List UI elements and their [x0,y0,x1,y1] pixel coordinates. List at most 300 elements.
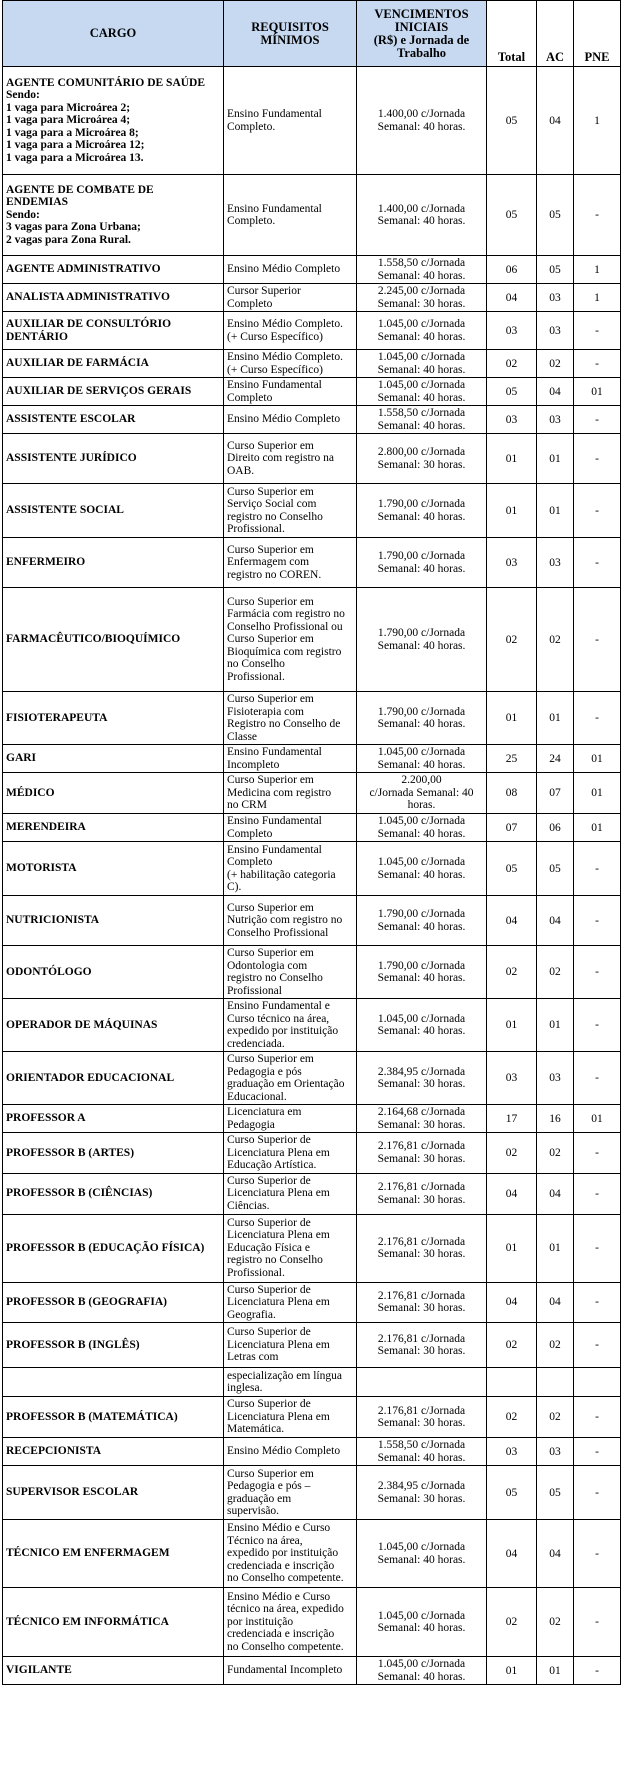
cargo-cell [3,284,224,312]
cargo-line: ODONTÓLOGO [6,965,92,978]
requisitos-line: (+ habilitação categoria [227,868,336,881]
cargo-line: ASSISTENTE ESCOLAR [6,413,136,426]
requisitos-cell [224,1368,357,1397]
cargo-line: AGENTE ADMINISTRATIVO [6,263,161,276]
ac-cell: 02 [537,946,574,999]
vencimentos-line: 1.558,50 c/Jornada [377,257,466,269]
total-cell [487,1368,537,1397]
table-row [3,1214,621,1282]
requisitos-line: Licenciatura Plena em [227,1338,330,1351]
vencimentos-line: Semanal: 40 horas. [377,269,466,282]
requisitos-line: registro no Conselho [227,1254,323,1267]
requisitos-line: Ensino Médio Completo [227,263,341,276]
total-cell: 03 [487,1438,537,1466]
requisitos-line: registro no Conselho [227,972,323,984]
vencimentos-line: Semanal: 40 horas. [377,215,466,227]
requisitos-line: no Conselho competente. [227,1640,344,1653]
pne-cell: - [574,1052,621,1105]
total-cell: 05 [487,1466,537,1520]
total-cell: 05 [487,842,537,896]
vencimentos-line: 1.045,00 c/Jornada [377,1012,466,1025]
requisitos-line: Ensino Fundamental [227,379,322,391]
ac-cell: 05 [537,175,574,256]
vencimentos-line: Semanal: 30 horas. [377,1492,466,1505]
requisitos-line: Curso Superior de [227,1216,311,1229]
requisitos-cell [224,1397,357,1438]
cargo-line: 2 vagas para Zona Rural. [6,233,131,246]
requisitos-cell [224,1105,357,1133]
requisitos-line: Ensino Médio Completo [227,1445,341,1458]
table-row [3,434,621,484]
pne-cell: - [574,999,621,1052]
vencimentos-line: Semanal: 40 horas. [377,920,466,933]
total-cell: 05 [487,67,537,175]
pne-cell: - [574,946,621,999]
requisitos-cell [224,814,357,842]
vencimentos-line: Semanal: 30 horas. [377,1152,466,1165]
header-ac: AC [537,1,574,67]
total-cell: 02 [487,946,537,999]
vencimentos-cell [357,1323,487,1368]
pne-cell: - [574,1588,621,1657]
requisitos-line: inglesa. [227,1382,263,1394]
vencimentos-line: 1.045,00 c/Jornada [377,351,466,363]
vencimentos-line: 1.045,00 c/Jornada [377,1541,466,1553]
requisitos-line: Curso Superior em [227,485,314,498]
header-pne: PNE [574,1,621,67]
requisitos-cell [224,1173,357,1214]
cargo-cell [3,1173,224,1214]
vencimentos-cell [357,312,487,350]
pne-cell: - [574,1657,621,1685]
requisitos-line: Profissional [227,984,282,997]
ac-cell: 04 [537,896,574,946]
pne-cell: - [574,692,621,745]
table-row [3,175,621,256]
pne-cell: - [574,484,621,538]
table-row [3,896,621,946]
table-row [3,692,621,745]
vencimentos-cell [357,896,487,946]
ac-cell: 03 [537,406,574,434]
requisitos-cell [224,842,357,896]
requisitos-cell [224,538,357,588]
requisitos-line: por instituição [227,1615,294,1628]
header-cargo: CARGO [3,1,224,67]
ac-cell: 24 [537,745,574,773]
vencimentos-cell [357,1520,487,1588]
vencimentos-line: c/Jornada Semanal: 40 [369,786,474,799]
requisitos-cell [224,1520,357,1588]
requisitos-line: Cursor Superior [227,285,301,297]
vencimentos-line: 1.558,50 c/Jornada [377,1439,466,1451]
requisitos-cell [224,1438,357,1466]
pne-cell: - [574,1214,621,1282]
table-row [3,814,621,842]
pne-cell: - [574,1282,621,1323]
header-vencimentos-line: VENCIMENTOS [374,6,469,21]
cargo-cell [3,1520,224,1588]
requisitos-line: credenciada e inscrição [227,1559,335,1572]
requisitos-line: Ensino Fundamental e [227,1000,330,1012]
requisitos-line: Registro no Conselho de [227,718,341,730]
ac-cell: 03 [537,1052,574,1105]
vencimentos-line: Semanal: 30 horas. [377,458,466,471]
cargo-line: PROFESSOR B (ARTES) [6,1146,135,1159]
cargo-cell [3,692,224,745]
table-row [3,1133,621,1174]
cargo-line: VIGILANTE [6,1664,72,1677]
total-cell: 04 [487,1173,537,1214]
table-row [3,946,621,999]
pne-cell: - [574,588,621,692]
table-row [3,1052,621,1105]
vencimentos-line: Semanal: 40 horas. [377,972,466,984]
requisitos-cell [224,284,357,312]
ac-cell: 01 [537,1657,574,1685]
ac-cell: 02 [537,588,574,692]
ac-cell: 03 [537,312,574,350]
ac-cell: 01 [537,1214,574,1282]
ac-cell: 01 [537,692,574,745]
requisitos-line: graduação em Orientação [227,1078,345,1090]
cargo-cell [3,1438,224,1466]
requisitos-line: Farmácia com registro no [227,608,345,621]
vencimentos-cell [357,692,487,745]
header-total: Total [487,1,537,67]
vencimentos-cell [357,946,487,999]
vencimentos-line: Semanal: 30 horas. [377,297,466,310]
vencimentos-line: Semanal: 40 horas. [377,120,466,133]
header-row [3,1,621,67]
total-cell: 02 [487,350,537,378]
header-vencimentos-line: INICIAIS [394,19,449,34]
pne-cell: - [574,1173,621,1214]
cargo-cell [3,1133,224,1174]
requisitos-line: Completo. [227,215,276,227]
cargo-cell [3,350,224,378]
table-row [3,842,621,896]
requisitos-line: Licenciatura em [227,1106,302,1118]
pne-cell: - [574,1466,621,1520]
vencimentos-line: 1.045,00 c/Jornada [377,379,466,391]
vencimentos-line: Semanal: 30 horas. [377,1417,466,1429]
total-cell: 05 [487,175,537,256]
vencimentos-line: 1.790,00 c/Jornada [377,908,466,920]
vencimentos-line: 2.245,00 c/Jornada [377,285,466,297]
ac-cell: 04 [537,1282,574,1323]
vencimentos-cell [357,406,487,434]
requisitos-line: especialização em língua [227,1369,342,1382]
pne-cell: - [574,434,621,484]
cargo-line: ORIENTADOR EDUCACIONAL [6,1071,175,1084]
requisitos-line: Conselho Profissional ou [227,620,343,633]
requisitos-line: Classe [227,730,258,743]
cargo-line: SUPERVISOR ESCOLAR [6,1486,139,1499]
vencimentos-cell [357,378,487,406]
table-row [3,350,621,378]
table-row [3,1282,621,1323]
cargo-cell [3,842,224,896]
cargo-line: RECEPCIONISTA [6,1445,101,1458]
vencimentos-cell [357,1282,487,1323]
cargo-line: DENTÁRIO [6,330,68,343]
requisitos-cell [224,999,357,1052]
ac-cell: 05 [537,842,574,896]
total-cell: 03 [487,538,537,588]
requisitos-line: Pedagogia e pós – [227,1480,311,1492]
table-row [3,1657,621,1685]
vencimentos-cell [357,1397,487,1438]
requisitos-line: Curso Superior em [227,774,314,787]
total-cell: 04 [487,1282,537,1323]
cargo-line: FISIOTERAPEUTA [6,711,108,724]
vencimentos-line: Semanal: 40 horas. [377,758,466,771]
cargo-cell [3,1052,224,1105]
pne-cell: - [574,1520,621,1588]
vacancies-table [2,0,621,1685]
vencimentos-cell [357,284,487,312]
ac-cell: 05 [537,256,574,284]
cargo-line: AGENTE COMUNITÁRIO DE SAÚDE [6,76,206,89]
requisitos-line: Completo [227,297,273,310]
total-cell: 25 [487,745,537,773]
cargo-line: ASSISTENTE SOCIAL [6,504,124,517]
vencimentos-line: 2.176,81 c/Jornada [377,1404,466,1417]
cargo-line: MÉDICO [6,786,55,799]
cargo-cell [3,1466,224,1520]
cargo-cell [3,1282,224,1323]
table-row [3,1105,621,1133]
pne-cell: 01 [574,773,621,814]
table-row [3,484,621,538]
vencimentos-cell [357,814,487,842]
table-row [3,1173,621,1214]
requisitos-line: Enfermagem com [227,556,310,569]
vencimentos-line: Semanal: 30 horas. [377,1302,466,1315]
requisitos-cell [224,67,357,175]
vencimentos-line: Semanal: 40 horas. [377,330,466,343]
cargo-line: PROFESSOR A [6,1112,86,1125]
ac-cell: 04 [537,1173,574,1214]
requisitos-line: Ensino Médio Completo [227,413,341,426]
pne-cell: - [574,312,621,350]
requisitos-line: Completo [227,827,273,840]
vencimentos-cell [357,175,487,256]
requisitos-line: Odontologia com [227,959,308,972]
vencimentos-line: Semanal: 40 horas. [377,510,466,523]
requisitos-line: Curso Superior de [227,1283,311,1296]
total-cell: 03 [487,1052,537,1105]
requisitos-line: Serviço Social com [227,498,317,510]
cargo-cell [3,406,224,434]
requisitos-line: Pedagogia e pós [227,1065,302,1078]
vencimentos-line: 2.176,81 c/Jornada [377,1235,466,1248]
vencimentos-cell [357,538,487,588]
requisitos-line: Técnico na área, [227,1534,303,1547]
requisitos-line: Curso Superior em [227,595,314,608]
ac-cell: 04 [537,67,574,175]
vencimentos-line: Semanal: 30 horas. [377,1118,466,1131]
table-row [3,378,621,406]
requisitos-line: Conselho Profissional [227,926,329,939]
cargo-cell [3,1214,224,1282]
cargo-cell [3,745,224,773]
ac-cell: 16 [537,1105,574,1133]
total-cell: 08 [487,773,537,814]
ac-cell: 03 [537,1438,574,1466]
requisitos-line: Educação Artística. [227,1159,317,1171]
requisitos-line: no CRM [227,799,267,812]
cargo-line: 1 vaga para Microárea 2; [6,101,131,114]
total-cell: 01 [487,999,537,1052]
cargo-line: PROFESSOR B (GEOGRAFIA) [6,1296,168,1308]
requisitos-line: Ensino Fundamental [227,108,322,120]
requisitos-line: Pedagogia [227,1118,275,1131]
pne-cell: 01 [574,745,621,773]
table-row [3,588,621,692]
vencimentos-line: 1.045,00 c/Jornada [377,1609,466,1622]
table-row [3,1368,621,1397]
cargo-line: GARI [6,752,37,765]
pne-cell: - [574,842,621,896]
vencimentos-cell [357,773,487,814]
table-row [3,256,621,284]
requisitos-line: Nutrição com registro no [227,914,343,927]
pne-cell: 01 [574,814,621,842]
ac-cell: 03 [537,538,574,588]
ac-cell: 04 [537,378,574,406]
ac-cell: 05 [537,1466,574,1520]
vencimentos-cell [357,1466,487,1520]
table-row [3,1588,621,1657]
vencimentos-cell [357,1657,487,1685]
cargo-line: AGENTE DE COMBATE DE [6,183,154,196]
total-cell: 02 [487,588,537,692]
vencimentos-line: 1.045,00 c/Jornada [377,815,466,827]
requisitos-line: credenciada. [227,1037,285,1050]
vencimentos-line: 1.790,00 c/Jornada [377,705,466,718]
vencimentos-cell [357,1133,487,1174]
requisitos-cell [224,1214,357,1282]
requisitos-cell [224,1052,357,1105]
requisitos-line: Matemática. [227,1423,285,1436]
requisitos-line: Ensino Médio e Curso [227,1590,331,1603]
requisitos-line: expedido por instituição [227,1025,339,1037]
requisitos-line: Completo [227,391,273,404]
vencimentos-cell [357,1214,487,1282]
cargo-cell [3,814,224,842]
requisitos-line: Ensino Fundamental [227,843,322,856]
vencimentos-line: 2.176,81 c/Jornada [377,1140,466,1153]
ac-cell: 02 [537,350,574,378]
requisitos-line: Profissional. [227,670,285,683]
requisitos-line: Bioquímica com registro [227,645,342,658]
pne-cell: - [574,406,621,434]
vencimentos-cell [357,745,487,773]
vencimentos-cell [357,256,487,284]
cargo-line: ENDEMIAS [6,196,68,209]
vencimentos-line: 1.790,00 c/Jornada [377,627,466,639]
table-row [3,538,621,588]
vencimentos-cell [357,434,487,484]
table-row [3,1438,621,1466]
vencimentos-line: 1.790,00 c/Jornada [377,498,466,510]
total-cell: 02 [487,1323,537,1368]
cargo-line: ASSISTENTE JURÍDICO [6,452,137,465]
total-cell: 01 [487,1214,537,1282]
requisitos-line: Ensino Médio Completo. [227,351,343,363]
pne-cell: 1 [574,256,621,284]
requisitos-cell [224,484,357,538]
cargo-line: FARMACÊUTICO/BIOQUÍMICO [6,633,181,646]
requisitos-cell [224,946,357,999]
requisitos-line: Curso Superior de [227,1174,311,1187]
cargo-cell [3,1105,224,1133]
requisitos-line: Medicina com registro [227,786,332,799]
requisitos-line: técnico na área, expedido [227,1603,344,1616]
vencimentos-line: 1.045,00 c/Jornada [377,318,466,330]
vencimentos-line: 1.400,00 c/Jornada [377,202,466,215]
vencimentos-line: Semanal: 40 horas. [377,1025,466,1037]
ac-cell: 02 [537,1323,574,1368]
requisitos-line: Licenciatura Plena em [227,1229,330,1242]
cargo-line: TÉCNICO EM ENFERMAGEM [6,1547,170,1560]
pne-cell: - [574,1397,621,1438]
cargo-line: PROFESSOR B (INGLÊS) [6,1338,140,1351]
requisitos-line: C). [227,881,242,893]
header-requisitos-line: REQUISITOS [251,19,329,34]
cargo-line: MERENDEIRA [6,821,86,834]
requisitos-cell [224,692,357,745]
header-requisitos-line: MÍNIMOS [260,32,320,47]
cargo-cell [3,1397,224,1438]
total-cell: 07 [487,814,537,842]
requisitos-line: Completo [227,856,273,868]
cargo-cell [3,1323,224,1368]
requisitos-line: Ciências. [227,1199,270,1212]
requisitos-line: Licenciatura Plena em [227,1410,330,1423]
pne-cell: 1 [574,67,621,175]
total-cell: 04 [487,896,537,946]
cargo-cell [3,946,224,999]
cargo-cell [3,312,224,350]
cargo-line: Sendo: [6,89,40,102]
cargo-cell [3,1368,224,1397]
cargo-line: Sendo: [6,208,40,221]
vencimentos-line: 2.164,68 c/Jornada [377,1106,466,1118]
vencimentos-line: Semanal: 40 horas. [377,639,466,652]
requisitos-line: Curso Superior em [227,901,314,914]
requisitos-line: graduação em [227,1492,292,1505]
vencimentos-line: Semanal: 40 horas. [377,1553,466,1566]
cargo-cell [3,999,224,1052]
cargo-line: ENFERMEIRO [6,556,86,569]
requisitos-line: Licenciatura Plena em [227,1146,330,1159]
cargo-line: 1 vaga para Microárea 4; [6,114,131,127]
requisitos-line: Letras com [227,1351,279,1364]
vencimentos-line: horas. [407,799,436,812]
requisitos-line: Curso Superior em [227,693,314,705]
total-cell: 02 [487,1588,537,1657]
header-requisitos [224,1,357,67]
requisitos-line: credenciada e inscrição [227,1628,335,1641]
vencimentos-line: 2.176,81 c/Jornada [377,1181,466,1193]
requisitos-line: Ensino Fundamental [227,202,322,215]
vencimentos-cell [357,67,487,175]
ac-cell: 01 [537,434,574,484]
header-vencimentos-line: (R$) e Jornada de [373,32,470,47]
